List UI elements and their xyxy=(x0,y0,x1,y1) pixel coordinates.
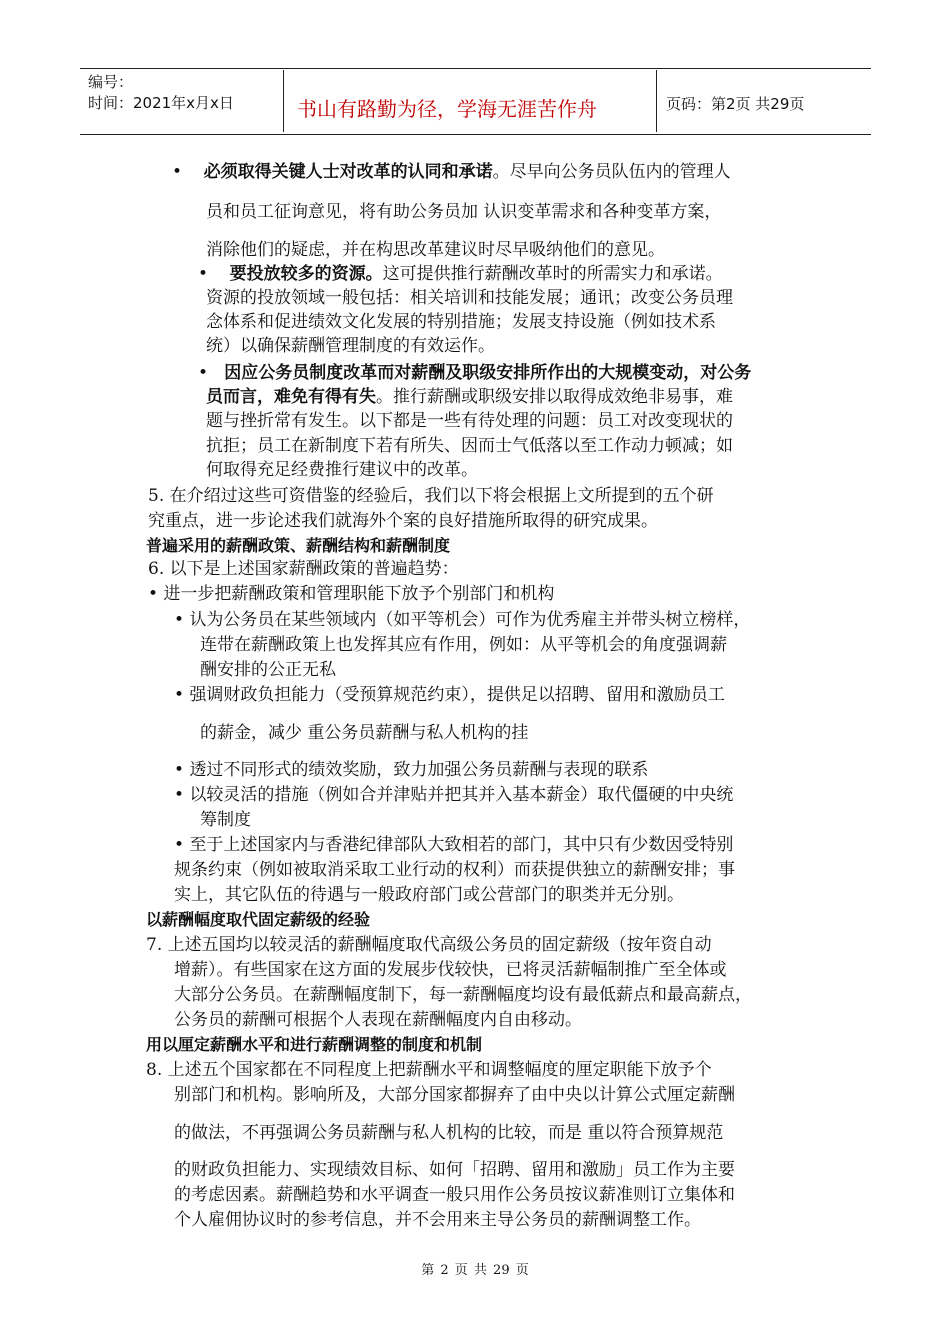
line-text: 。尽早向公务员队伍内的管理人 xyxy=(492,162,731,182)
body-line: 公务员的薪酬可根据个人表现在薪酬幅度内自由移动。 xyxy=(174,1010,582,1030)
bullet: • xyxy=(148,584,159,604)
body-line: 5. 在介绍过这些可资借鉴的经验后，我们以下将会根据上文所提到的五个研 xyxy=(148,486,714,506)
body-line xyxy=(174,683,725,707)
body-line: 抗拒；员工在新制度下若有所失、因而士气低落以至工作动力顿减；如 xyxy=(206,436,733,456)
body-line: 念体系和促进绩效文化发展的特别措施；发展支持设施（例如技术系 xyxy=(206,312,716,332)
page-footer: 第 2 页 共 29 页 xyxy=(421,1263,529,1278)
body-line: 何取得充足经费推行建议中的改革。 xyxy=(206,460,478,480)
section-heading: 以薪酬幅度取代固定薪级的经验 xyxy=(146,910,371,929)
body-line: 增薪）。有些国家在这方面的发展步伐较快，已将灵活薪幅制推广至全体或 xyxy=(174,960,727,980)
body-line: 的做法，不再强调公务员薪酬与私人机构的比较，而是 重以符合预算规范 xyxy=(174,1123,724,1143)
body-line xyxy=(174,833,733,857)
bold-lead: 必须取得关键人士对改革的认同和承诺 xyxy=(203,162,493,182)
body-line: 题与挫折常有发生。以下都是一些有待处理的问题：员工对改变现状的 xyxy=(206,411,733,431)
body-line xyxy=(148,582,554,606)
header-page-label: 页码：第2页 共29页 xyxy=(666,95,805,113)
bullet: • xyxy=(198,363,209,383)
header-bottom-rule xyxy=(80,134,871,135)
bold-lead: 员而言，难免有得有失 xyxy=(206,387,376,407)
body-line: 规条约束（例如被取消采取工业行动的权利）而获提供独立的薪酬安排；事 xyxy=(174,860,735,880)
line-text: 至于上述国家内与香港纪律部队大致相若的部门，其中只有少数因受特别 xyxy=(189,835,734,855)
line-text: 。推行薪酬或职级安排以取得成效绝非易事，难 xyxy=(376,387,733,407)
bullet: • xyxy=(172,162,183,182)
body-line: 6. 以下是上述国家薪酬政策的普遍趋势： xyxy=(148,559,459,579)
bullet: • xyxy=(198,264,209,284)
document-time-label: 时间：2021年x月x日 xyxy=(88,94,234,112)
body-line: 筹制度 xyxy=(200,810,251,830)
bullet: • xyxy=(174,685,185,705)
body-line xyxy=(174,783,733,807)
section-heading: 普遍采用的薪酬政策、薪酬结构和薪酬制度 xyxy=(146,536,451,555)
header-motto: 书山有路勤为径，学海无涯苦作舟 xyxy=(297,97,597,121)
document-number-label: 编号： xyxy=(88,73,134,91)
line-text: 强调财政负担能力（受预算规范约束），提供足以招聘、留用和激励员工 xyxy=(189,685,725,705)
body-line: 的财政负担能力、实现绩效目标、如何「招聘、留用和激励」员工作为主要 xyxy=(174,1160,735,1180)
bullet: • xyxy=(174,835,185,855)
line-text: 这可提供推行薪酬改革时的所需实力和承诺。 xyxy=(382,264,723,284)
line-text: 以较灵活的措施（例如合并津贴并把其并入基本薪金）取代僵硬的中央统 xyxy=(189,785,734,805)
bullet: • xyxy=(174,785,185,805)
body-line: 个人雇佣协议时的参考信息，并不会用来主导公务员的薪酬调整工作。 xyxy=(174,1210,701,1230)
line-text: 进一步把薪酬政策和管理职能下放予个别部门和机构 xyxy=(163,584,555,604)
body-line: 员和员工征询意见，将有助公务员加 认识变革需求和各种变革方案， xyxy=(206,202,722,222)
body-line: 连带在薪酬政策上也发挥其应有作用，例如：从平等机会的角度强调薪 xyxy=(200,635,727,655)
body-line: 别部门和机构。影响所及，大部分国家都摒弃了由中央以计算公式厘定薪酬 xyxy=(174,1085,735,1105)
body-line: 消除他们的疑虑，并在构思改革建议时尽早吸纳他们的意见。 xyxy=(206,240,665,260)
body-line: 8. 上述五个国家都在不同程度上把薪酬水平和调整幅度的厘定职能下放予个 xyxy=(146,1060,712,1080)
body-line: 统）以确保薪酬管理制度的有效运作。 xyxy=(206,336,495,356)
body-line xyxy=(174,758,648,782)
body-line xyxy=(172,160,731,184)
body-line: 酬安排的公正无私 xyxy=(200,660,336,680)
body-line: 究重点，进一步论述我们就海外个案的良好措施所取得的研究成果。 xyxy=(148,511,658,531)
bold-lead: 因应公务员制度改革而对薪酬及职级安排所作出的大规模变动，对公务 xyxy=(224,363,752,383)
header-meta xyxy=(88,72,234,114)
bullet: • xyxy=(174,610,185,630)
body-line xyxy=(198,361,751,385)
body-line: 7. 上述五国均以较灵活的薪酬幅度取代高级公务员的固定薪级（按年资自动 xyxy=(146,935,712,955)
header-top-rule xyxy=(80,68,871,69)
body-line: 实上，其它队伍的待遇与一般政府部门或公营部门的职类并无分别。 xyxy=(174,885,684,905)
body-line xyxy=(174,608,750,632)
line-text: 认为公务员在某些领域内（如平等机会）可作为优秀雇主并带头树立榜样， xyxy=(189,610,751,630)
line-text: 透过不同形式的绩效奖励，致力加强公务员薪酬与表现的联系 xyxy=(189,760,649,780)
body-line: 的薪金，减少 重公务员薪酬与私人机构的挂 xyxy=(200,723,529,743)
bold-lead: 要投放较多的资源。 xyxy=(229,264,383,284)
body-line: 的考虑因素。薪酬趋势和水平调查一般只用作公务员按议薪准则订立集体和 xyxy=(174,1185,735,1205)
body-line xyxy=(206,385,733,409)
body-line: 资源的投放领域一般包括：相关培训和技能发展；通讯；改变公务员理 xyxy=(206,288,733,308)
bullet: • xyxy=(174,760,185,780)
body-line xyxy=(198,262,723,286)
section-heading: 用以厘定薪酬水平和进行薪酬调整的制度和机制 xyxy=(146,1035,483,1054)
body-line: 大部分公务员。在薪酬幅度制下，每一薪酬幅度均设有最低薪点和最高薪点， xyxy=(174,985,752,1005)
